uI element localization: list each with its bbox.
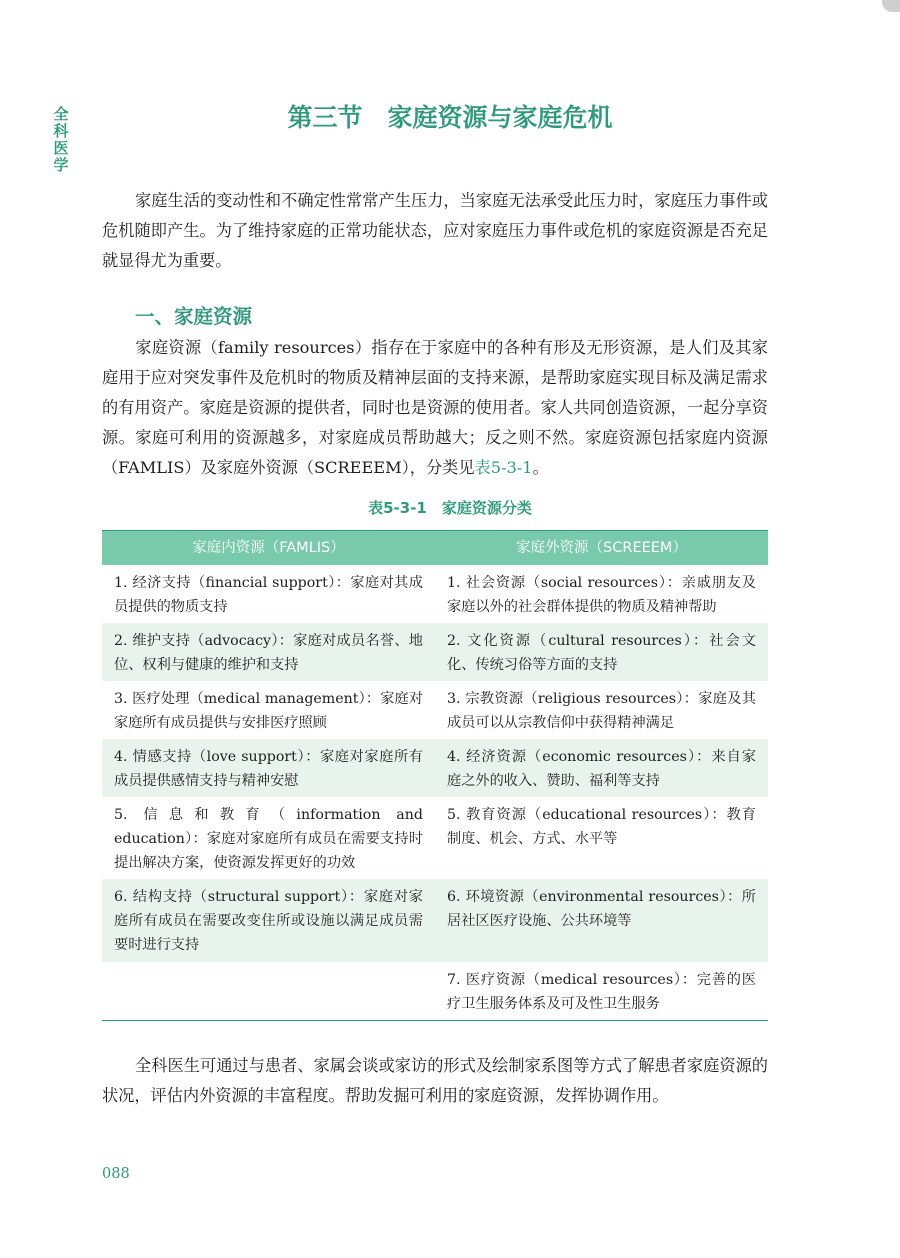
resources-paragraph-text: 家庭资源（family resources）指存在于家庭中的各种有形及无形资源，是人们及其家庭用于应对突发事件及危机时的物质及精神层面的支持来源，是帮助家庭实现目标及满足需求的有用资产。家庭是资源的提供者，同时也是资源的使用者。家人共同创造资源，一起分享资源。家庭可利用的资源越多，对家庭成员帮助越大；反之则不然。家庭资源包括家庭内资源（FAMLIS）及家庭外资源（SCREEEM），分类见: [102, 338, 768, 477]
table-caption: 表5-3-1 家庭资源分类: [368, 499, 532, 517]
table-cell: 2. 文化资源（cultural resources）：社会文化、传统习俗等方面的支持: [435, 623, 768, 681]
family-resources-table: [102, 530, 768, 1021]
table-row: [102, 565, 768, 623]
header-internal-resources: 家庭内资源（FAMLIS）: [102, 531, 435, 566]
table-cell: 6. 环境资源（environmental resources）：所居社区医疗设施、公共环境等: [435, 879, 768, 962]
intro-paragraph-text: 家庭生活的变动性和不确定性常常产生压力，当家庭无法承受此压力时，家庭压力事件或危机随即产生。为了维持家庭的正常功能状态，应对家庭压力事件或危机的家庭资源是否充足就显得尤为重要。: [102, 191, 768, 270]
section-title: 第三节 家庭资源与家庭危机: [287, 103, 613, 132]
table-row: [102, 879, 768, 962]
header-external-resources: 家庭外资源（SCREEEM）: [435, 531, 768, 566]
table-row: [102, 681, 768, 739]
page-corner-tab: [882, 0, 900, 12]
table-row: [102, 623, 768, 681]
table-cell: 7. 医疗资源（medical resources）：完善的医疗卫生服务体系及可及性卫生服务: [435, 962, 768, 1021]
subsection-heading: 一、家庭资源: [135, 305, 253, 328]
table-cell: 5. 信息和教育（information and education）：家庭对家庭所有成员在需要支持时提出解决方案，使资源发挥更好的功效: [114, 807, 423, 871]
table-cell: 4. 情感支持（love support）：家庭对家庭所有成员提供感情支持与精神安慰: [102, 739, 435, 797]
table-cell: 3. 宗教资源（religious resources）：家庭及其成员可以从宗教信仰中获得精神满足: [447, 691, 756, 731]
table-reference-link[interactable]: 表5-3-1: [474, 458, 533, 477]
side-label: 全科医学: [53, 105, 69, 174]
table-cell: 5. 教育资源（educational resources）：教育制度、机会、方式、水平等: [447, 807, 756, 847]
resources-paragraph-end: 。: [532, 458, 549, 477]
table-header-row: [102, 531, 768, 566]
table-row: [102, 739, 768, 797]
table-cell: 3. 医疗处理（medical management）：家庭对家庭所有成员提供与安排医疗照顾: [114, 691, 423, 731]
intro-paragraph: [102, 186, 768, 276]
table-cell: [102, 962, 435, 1021]
table-row: [102, 962, 768, 1021]
table-cell: 1. 经济支持（financial support）：家庭对其成员提供的物质支持: [114, 575, 423, 615]
page-number: 088: [102, 1166, 130, 1182]
table-row: [102, 797, 768, 879]
table-cell: 1. 社会资源（social resources）：亲戚朋友及家庭以外的社会群体提供的物质及精神帮助: [447, 575, 756, 615]
closing-paragraph-text: 全科医生可通过与患者、家属会谈或家访的形式及绘制家系图等方式了解患者家庭资源的状况，评估内外资源的丰富程度。帮助发掘可利用的家庭资源，发挥协调作用。: [102, 1056, 768, 1105]
closing-paragraph: [102, 1051, 768, 1111]
table-cell: 4. 经济资源（economic resources）：来自家庭之外的收入、赞助、福利等支持: [435, 739, 768, 797]
table-cell: 6. 结构支持（structural support）：家庭对家庭所有成员在需要改变住所或设施以满足成员需要时进行支持: [102, 879, 435, 962]
table-cell: 2. 维护支持（advocacy）：家庭对成员名誉、地位、权利与健康的维护和支持: [102, 623, 435, 681]
resources-paragraph: [102, 333, 768, 483]
